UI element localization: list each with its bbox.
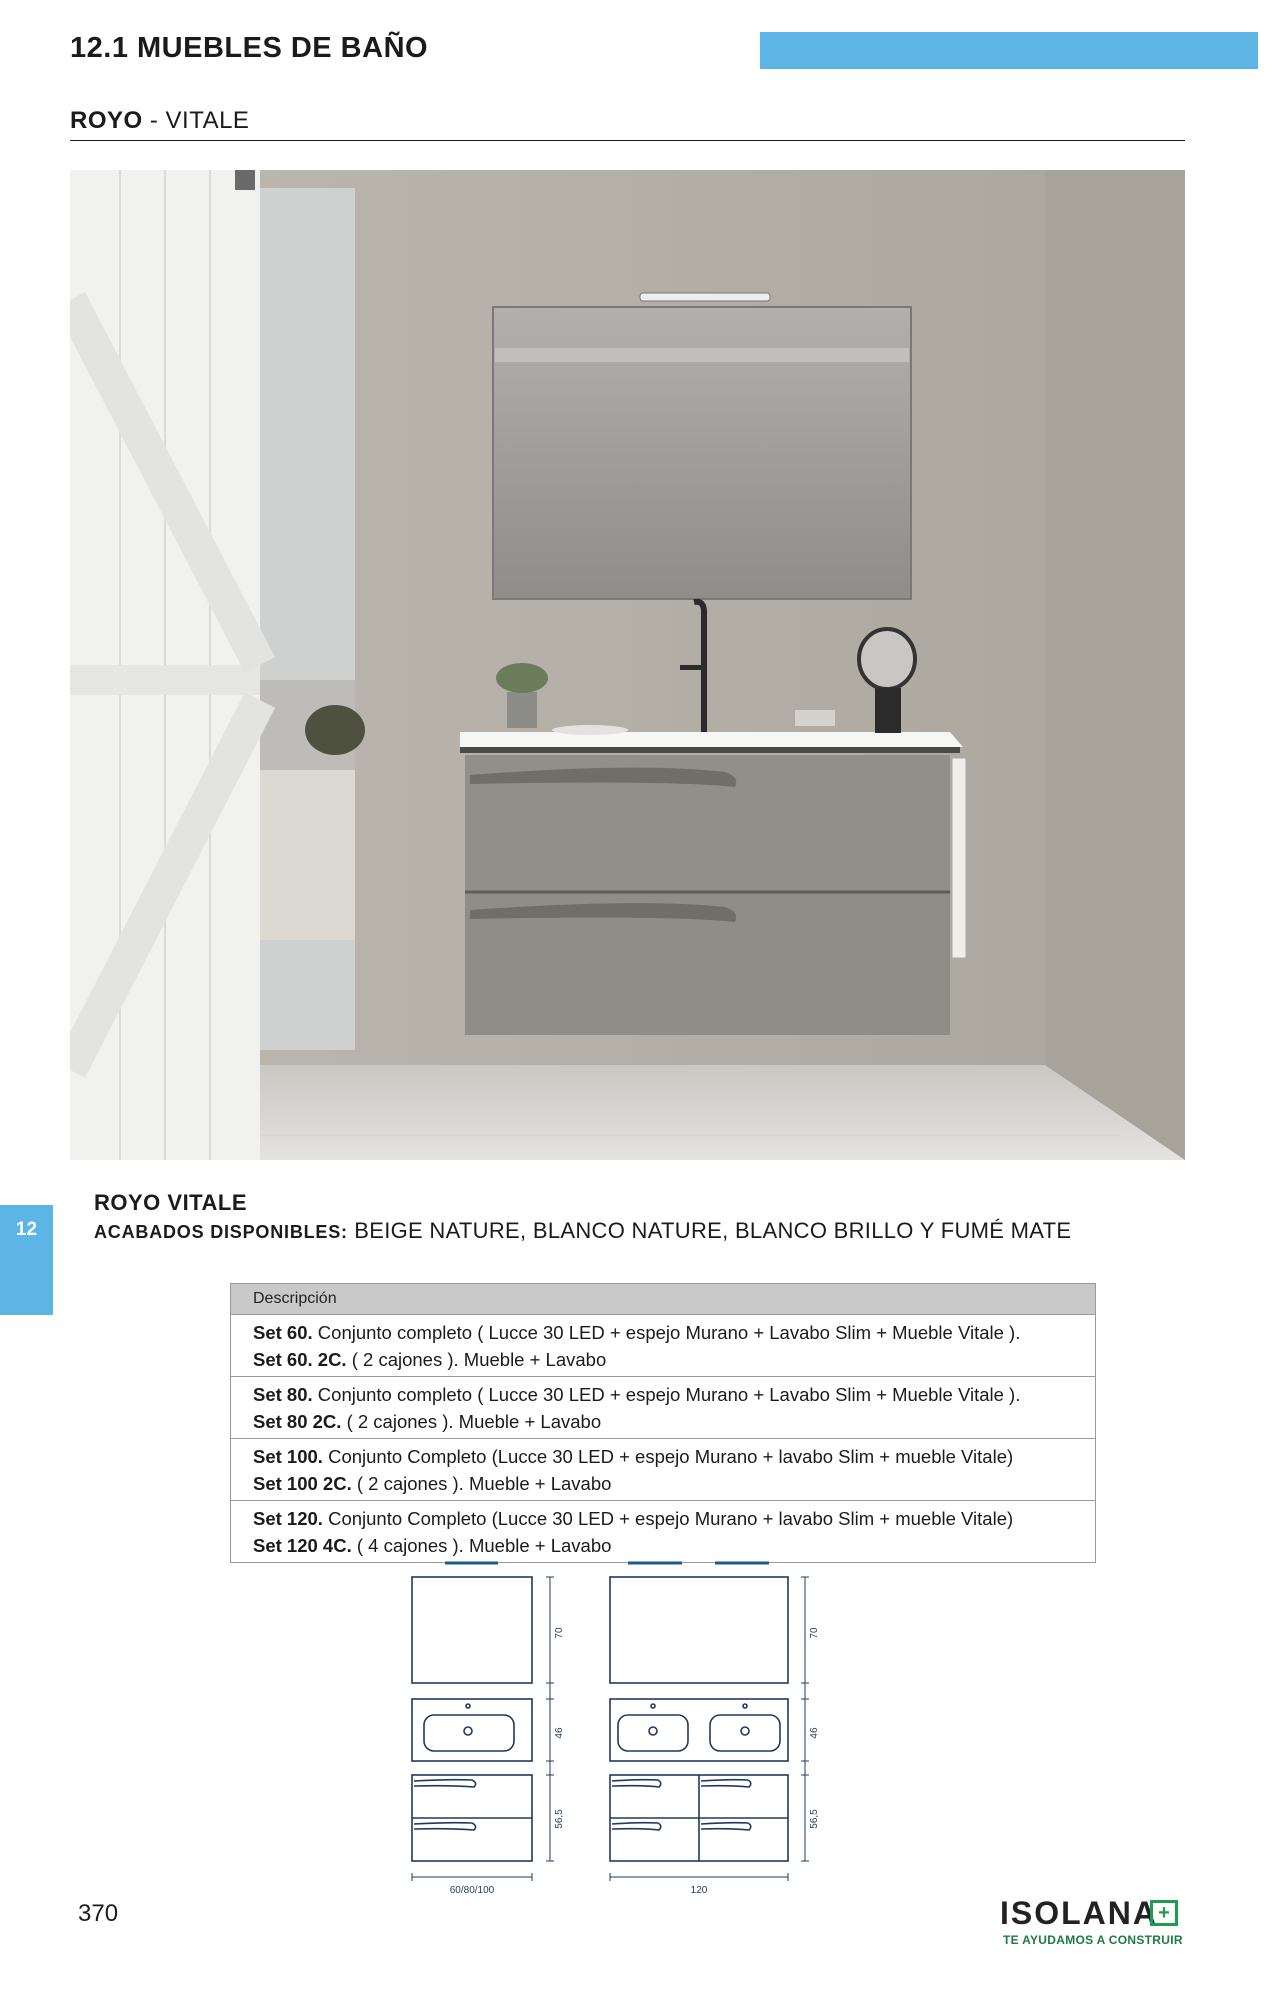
width-label-left: 60/80/100 <box>449 1885 495 1896</box>
dimension-drawing <box>400 1555 840 1905</box>
logo-tagline: TE AYUDAMOS A CONSTRUIR <box>1003 1933 1183 1947</box>
set-code: Set 100. <box>253 1446 323 1467</box>
set-code: Set 100 2C. <box>253 1473 352 1494</box>
bathroom-scene-illustration <box>70 170 1185 1160</box>
page-number: 370 <box>78 1900 119 1927</box>
table-cell <box>253 1346 1095 1373</box>
set-code: Set 120 4C. <box>253 1535 352 1556</box>
dim-basin-left: 46 <box>554 1727 565 1739</box>
table-cell <box>253 1408 1095 1435</box>
product-name: ROYO VITALE <box>94 1190 247 1215</box>
set-description: ( 2 cajones ). Mueble + Lavabo <box>346 1349 607 1370</box>
chapter-tab: 12 <box>0 1205 53 1315</box>
set-code: Set 120. <box>253 1508 323 1529</box>
table-row <box>231 1438 1095 1500</box>
dim-cabinet-right: 56,5 <box>809 1809 820 1829</box>
product-photo <box>70 170 1185 1160</box>
set-description: Conjunto Completo (Lucce 30 LED + espejo Murano + lavabo Slim + mueble Vitale) <box>322 1446 1014 1467</box>
set-description: ( 4 cajones ). Mueble + Lavabo <box>351 1535 612 1556</box>
finishes-line <box>94 1218 1071 1244</box>
plus-icon: + <box>1150 1900 1178 1926</box>
dim-basin-right: 46 <box>809 1727 820 1739</box>
set-code: Set 80. <box>253 1384 313 1405</box>
table-row <box>231 1500 1095 1562</box>
subtitle-divider <box>70 140 1185 141</box>
dim-mirror-right: 70 <box>809 1627 820 1639</box>
set-description: Conjunto completo ( Lucce 30 LED + espejo Murano + Lavabo Slim + Mueble Vitale ). <box>312 1384 1021 1405</box>
set-description: Conjunto Completo (Lucce 30 LED + espejo Murano + lavabo Slim + mueble Vitale) <box>322 1508 1014 1529</box>
header-accent-bar <box>760 32 1258 69</box>
table-header: Descripción <box>231 1284 1095 1314</box>
technical-drawings <box>400 1555 840 1905</box>
table-cell <box>253 1319 1095 1346</box>
set-code: Set 60. 2C. <box>253 1349 347 1370</box>
table-cell <box>253 1381 1095 1408</box>
brand-logo <box>1000 1895 1186 1951</box>
section-title: 12.1 MUEBLES DE BAÑO <box>70 32 429 64</box>
logo-wordmark: ISOLANA <box>1000 1895 1158 1931</box>
page-subtitle <box>70 107 249 135</box>
subtitle-model: - VITALE <box>142 107 250 134</box>
set-description: Conjunto completo ( Lucce 30 LED + espejo Murano + Lavabo Slim + Mueble Vitale ). <box>312 1322 1021 1343</box>
table-cell <box>253 1443 1095 1470</box>
subtitle-brand: ROYO <box>70 107 143 134</box>
set-description: ( 2 cajones ). Mueble + Lavabo <box>351 1473 612 1494</box>
set-code: Set 60. <box>253 1322 313 1343</box>
table-row <box>231 1314 1095 1376</box>
finishes-label: ACABADOS DISPONIBLES: <box>94 1222 348 1242</box>
dim-cabinet-left: 56,5 <box>554 1809 565 1829</box>
set-code: Set 80 2C. <box>253 1411 342 1432</box>
finishes-value: BEIGE NATURE, BLANCO NATURE, BLANCO BRILLO Y FUMÉ MATE <box>347 1218 1072 1243</box>
width-label-right: 120 <box>690 1885 708 1896</box>
table-cell <box>253 1470 1095 1497</box>
spec-table <box>230 1283 1096 1563</box>
table-cell <box>253 1505 1095 1532</box>
table-row <box>231 1376 1095 1438</box>
set-description: ( 2 cajones ). Mueble + Lavabo <box>341 1411 602 1432</box>
dim-mirror-left: 70 <box>554 1627 565 1639</box>
